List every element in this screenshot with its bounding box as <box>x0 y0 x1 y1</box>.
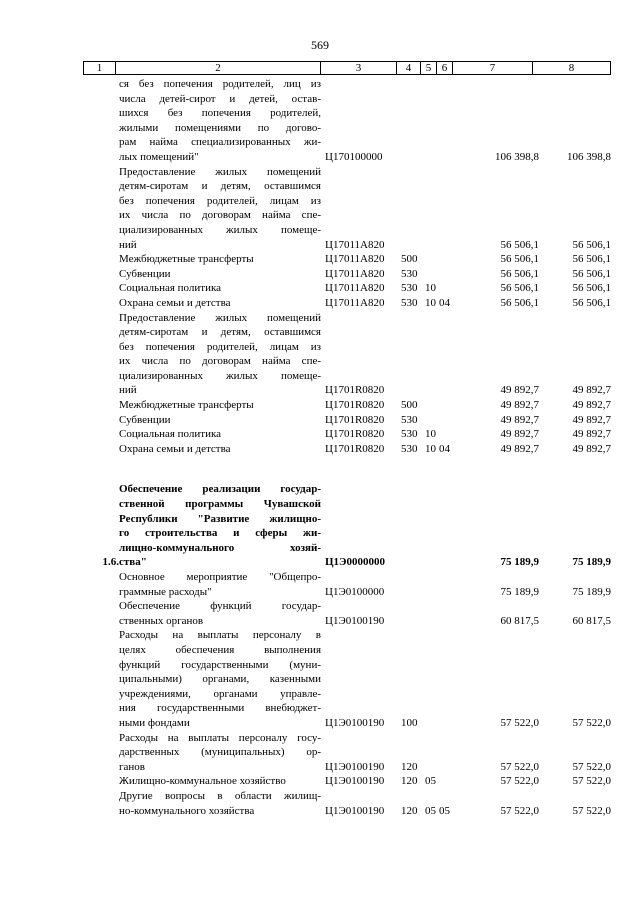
row-description <box>119 413 321 428</box>
row-number: 1.6. <box>102 556 119 569</box>
amount-col-7: 106 398,8 <box>495 150 539 163</box>
description-line: Межбюджетные трансферты <box>119 253 254 266</box>
description-line: Социальная политика <box>119 428 222 441</box>
row-description <box>119 628 321 730</box>
description-line: Межбюджетные трансферты <box>119 399 254 412</box>
target-article-code: Ц1Э0100190 <box>325 804 385 817</box>
table-row <box>83 296 611 311</box>
description-line: ципальными) органами, казенными <box>119 673 321 686</box>
amount-col-7: 56 506,1 <box>500 253 539 266</box>
target-article-code: Ц17011А820 <box>325 296 385 309</box>
amount-col-8: 49 892,7 <box>572 413 611 426</box>
amount-col-8: 60 817,5 <box>572 614 611 627</box>
subsection-code: 04 <box>439 442 450 455</box>
amount-col-8: 57 522,0 <box>572 804 611 817</box>
target-article-code: Ц17011А820 <box>325 238 385 251</box>
header-col-2: 2 <box>116 62 321 74</box>
description-line: без попечения родителей, лицам из <box>119 340 321 353</box>
header-col-4: 4 <box>397 62 421 74</box>
expense-type-code: 120 <box>401 804 418 817</box>
amount-col-7: 56 506,1 <box>500 282 539 295</box>
target-article-code: Ц17011А820 <box>325 253 385 266</box>
page-number: 569 <box>311 38 329 52</box>
amount-col-8: 57 522,0 <box>572 716 611 729</box>
row-description <box>119 165 321 253</box>
description-line: Другие вопросы в области жилищ- <box>119 789 321 802</box>
amount-col-7: 49 892,7 <box>500 428 539 441</box>
target-article-code: Ц1Э0100190 <box>325 775 385 788</box>
header-col-3: 3 <box>321 62 397 74</box>
header-col-1: 1 <box>84 62 116 74</box>
amount-col-7: 49 892,7 <box>500 399 539 412</box>
section-gap <box>83 456 611 482</box>
amount-col-7: 75 189,9 <box>500 556 539 569</box>
description-line: рам найма специализированных жи- <box>119 136 321 149</box>
target-article-code: Ц1701R0820 <box>325 384 385 397</box>
expense-type-code: 120 <box>401 775 418 788</box>
description-line: Охрана семьи и детства <box>119 296 231 309</box>
target-article-code: Ц1Э0100190 <box>325 614 385 627</box>
amount-col-7: 56 506,1 <box>500 267 539 280</box>
description-line: Основное мероприятие "Общепро- <box>119 571 321 583</box>
amount-col-8: 56 506,1 <box>572 296 611 309</box>
header-col-7: 7 <box>453 62 533 74</box>
description-line: Расходы на выплаты персоналу в <box>119 629 321 642</box>
description-line: дарственных (муниципальных) ор- <box>119 746 321 759</box>
description-line: ся без попечения родителей, лиц из <box>119 78 321 90</box>
amount-col-7: 49 892,7 <box>500 442 539 455</box>
expense-type-code: 530 <box>401 267 418 280</box>
amount-col-8: 75 189,9 <box>572 556 611 569</box>
subsection-code: 05 <box>439 804 450 817</box>
section-code: 10 <box>425 428 436 441</box>
target-article-code: Ц17011А820 <box>325 282 385 295</box>
table-row <box>83 427 611 442</box>
target-article-code: Ц1Э0000000 <box>325 556 386 569</box>
row-description <box>119 427 321 442</box>
amount-col-7: 57 522,0 <box>500 775 539 788</box>
header-col-5: 5 <box>421 62 437 74</box>
description-line: Обеспечение функций государ- <box>119 600 321 613</box>
table-row <box>83 281 611 296</box>
target-article-code: Ц170100000 <box>325 150 383 163</box>
description-line: циализированных жилых помеще- <box>119 369 321 382</box>
expense-type-code: 530 <box>401 282 418 295</box>
amount-col-8: 57 522,0 <box>572 775 611 788</box>
description-line: лищно-коммунального хозяй- <box>119 541 321 554</box>
section-code: 10 <box>425 442 436 455</box>
table-row <box>83 628 611 730</box>
amount-col-7: 56 506,1 <box>500 238 539 251</box>
description-line: Социальная политика <box>119 282 222 295</box>
description-line: шихся без попечения родителей, <box>119 107 321 120</box>
table-row <box>83 252 611 267</box>
row-description <box>119 267 321 282</box>
amount-col-7: 57 522,0 <box>500 804 539 817</box>
description-line: числа детей-сирот и детей, остав- <box>119 92 321 105</box>
section-code: 05 <box>425 775 436 788</box>
description-line: граммные расходы" <box>119 585 212 598</box>
row-description <box>119 77 321 165</box>
expense-type-code: 530 <box>401 428 418 441</box>
expense-type-code: 530 <box>401 296 418 309</box>
description-line: лых помещений" <box>119 150 199 163</box>
description-line: го строительства и сферы жи- <box>119 527 321 540</box>
target-article-code: Ц1Э0100000 <box>325 585 385 598</box>
description-line: Субвенции <box>119 413 171 426</box>
table-row <box>83 442 611 457</box>
description-line: ния государственными внебюджет- <box>119 702 321 715</box>
table-row <box>83 77 611 165</box>
table-row <box>83 774 611 789</box>
table-row <box>83 731 611 775</box>
table-row <box>83 165 611 253</box>
table-row <box>83 570 611 599</box>
table-body <box>83 77 611 818</box>
description-line: их числа по договорам найма спе- <box>119 355 321 368</box>
amount-col-8: 49 892,7 <box>572 384 611 397</box>
amount-col-7: 57 522,0 <box>500 716 539 729</box>
description-line: но-коммунального хозяйства <box>119 804 255 817</box>
header-col-6: 6 <box>437 62 453 74</box>
amount-col-8: 56 506,1 <box>572 282 611 295</box>
description-line: Расходы на выплаты персоналу госу- <box>119 731 321 744</box>
amount-col-7: 49 892,7 <box>500 384 539 397</box>
description-line: ственной программы Чувашской <box>119 498 321 511</box>
target-article-code: Ц1701R0820 <box>325 413 385 426</box>
description-line: ства" <box>119 556 147 569</box>
target-article-code: Ц1Э0100190 <box>325 716 385 729</box>
table-row <box>83 482 611 570</box>
table-row <box>83 413 611 428</box>
description-line: Жилищно-коммунальное хозяйство <box>119 775 286 788</box>
amount-col-7: 57 522,0 <box>500 760 539 773</box>
description-line: Субвенции <box>119 267 171 280</box>
row-description <box>119 252 321 267</box>
table-row <box>83 398 611 413</box>
table-row <box>83 311 611 399</box>
amount-col-8: 75 189,9 <box>572 585 611 598</box>
target-article-code: Ц17011А820 <box>325 267 385 280</box>
amount-col-8: 56 506,1 <box>572 238 611 251</box>
description-line: ний <box>119 384 137 397</box>
description-line: жилыми помещениями по догово- <box>119 121 321 134</box>
amount-col-7: 60 817,5 <box>500 614 539 627</box>
description-line: Предоставление жилых помещений <box>119 165 321 178</box>
amount-col-8: 56 506,1 <box>572 267 611 280</box>
row-description <box>119 482 321 570</box>
amount-col-8: 49 892,7 <box>572 399 611 412</box>
table-row <box>83 267 611 282</box>
description-line: без попечения родителей, лицам из <box>119 194 321 207</box>
amount-col-7: 75 189,9 <box>500 585 539 598</box>
row-description <box>119 296 321 311</box>
description-line: ными фондами <box>119 716 190 729</box>
row-description <box>119 311 321 399</box>
description-line: Республики "Развитие жилищно- <box>119 512 321 525</box>
description-line: Предоставление жилых помещений <box>119 311 321 324</box>
description-line: функций государственными (муни- <box>119 658 321 671</box>
row-description <box>119 281 321 296</box>
row-description <box>119 398 321 413</box>
table-header <box>83 61 611 75</box>
expense-type-code: 500 <box>401 253 418 266</box>
amount-col-8: 49 892,7 <box>572 442 611 455</box>
description-line: циализированных жилых помеще- <box>119 223 321 236</box>
description-line: ственных органов <box>119 614 204 627</box>
row-description <box>119 599 321 628</box>
expense-type-code: 120 <box>401 760 418 773</box>
table-row <box>83 789 611 818</box>
description-line: ганов <box>119 760 145 773</box>
section-code: 10 <box>425 296 436 309</box>
amount-col-8: 49 892,7 <box>572 428 611 441</box>
description-line: их числа по договорам найма спе- <box>119 209 321 222</box>
description-line: ний <box>119 238 137 251</box>
amount-col-7: 49 892,7 <box>500 413 539 426</box>
description-line: Обеспечение реализации государ- <box>119 483 321 496</box>
description-line: целях обеспечения выполнения <box>119 643 321 656</box>
header-col-8: 8 <box>568 62 575 74</box>
section-code: 05 <box>425 804 436 817</box>
target-article-code: Ц1701R0820 <box>325 399 385 412</box>
expense-type-code: 530 <box>401 413 418 426</box>
description-line: детям-сиротам и детям, оставшимся <box>119 180 321 193</box>
description-line: Охрана семьи и детства <box>119 442 231 455</box>
subsection-code: 04 <box>439 296 450 309</box>
amount-col-8: 57 522,0 <box>572 760 611 773</box>
description-line: детям-сиротам и детям, оставшимся <box>119 326 321 339</box>
amount-col-8: 106 398,8 <box>567 150 611 163</box>
target-article-code: Ц1701R0820 <box>325 428 385 441</box>
row-description <box>119 774 321 789</box>
expense-type-code: 100 <box>401 716 418 729</box>
row-description <box>119 442 321 457</box>
description-line: учреждениями, органами управле- <box>119 687 321 700</box>
amount-col-8: 56 506,1 <box>572 253 611 266</box>
table-row <box>83 599 611 628</box>
expense-type-code: 500 <box>401 399 418 412</box>
row-description <box>119 731 321 775</box>
target-article-code: Ц1701R0820 <box>325 442 385 455</box>
row-description <box>119 789 321 818</box>
target-article-code: Ц1Э0100190 <box>325 760 385 773</box>
amount-col-7: 56 506,1 <box>500 296 539 309</box>
expense-type-code: 530 <box>401 442 418 455</box>
row-description <box>119 570 321 599</box>
section-code: 10 <box>425 282 436 295</box>
